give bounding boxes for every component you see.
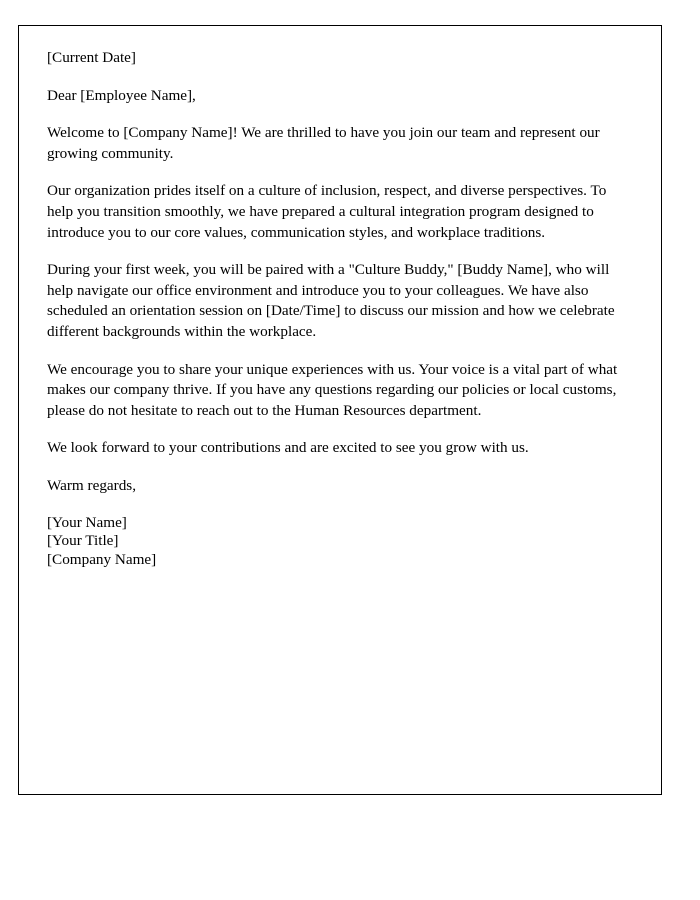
signature-company: [Company Name] (47, 550, 157, 568)
paragraph-culture-program: Our organization prides itself on a culture of inclusion, respect, and diverse perspectives. To help you transition smoothly, we have prepared a cultural integration program designed to introduce you to our core values, communication styles, and workplace traditions. (47, 182, 607, 241)
paragraph-closing-statement: We look forward to your contributions and are excited to see you grow with us. (47, 439, 529, 457)
date-line: [Current Date] (47, 49, 136, 66)
paragraph-welcome: Welcome to [Company Name]! We are thrilled to have you join our team and represent our growing community. (47, 124, 600, 162)
letter-body (19, 26, 661, 569)
closing-line: Warm regards, (47, 476, 137, 494)
paragraph-encouragement: We encourage you to share your unique experiences with us. Your voice is a vital part of what makes our company thrive. If you have any questions regarding our policies or local customs, please do not hesitate to reach out to the Human Resources department. (47, 360, 618, 419)
signature-title: [Your Title] (47, 532, 119, 549)
paragraph-culture-buddy: During your first week, you will be paired with a "Culture Buddy," [Buddy Name], who will help navigate our office environment and introduce you to your colleagues. We have also scheduled an orientation session on [Date/Time] to discuss our mission and how we celebrate different backgrounds within the workplace. (47, 261, 615, 340)
salutation: Dear [Employee Name], (47, 86, 196, 104)
signature-block (47, 514, 631, 570)
letter-frame (18, 25, 662, 795)
signature-name: [Your Name] (47, 513, 127, 531)
